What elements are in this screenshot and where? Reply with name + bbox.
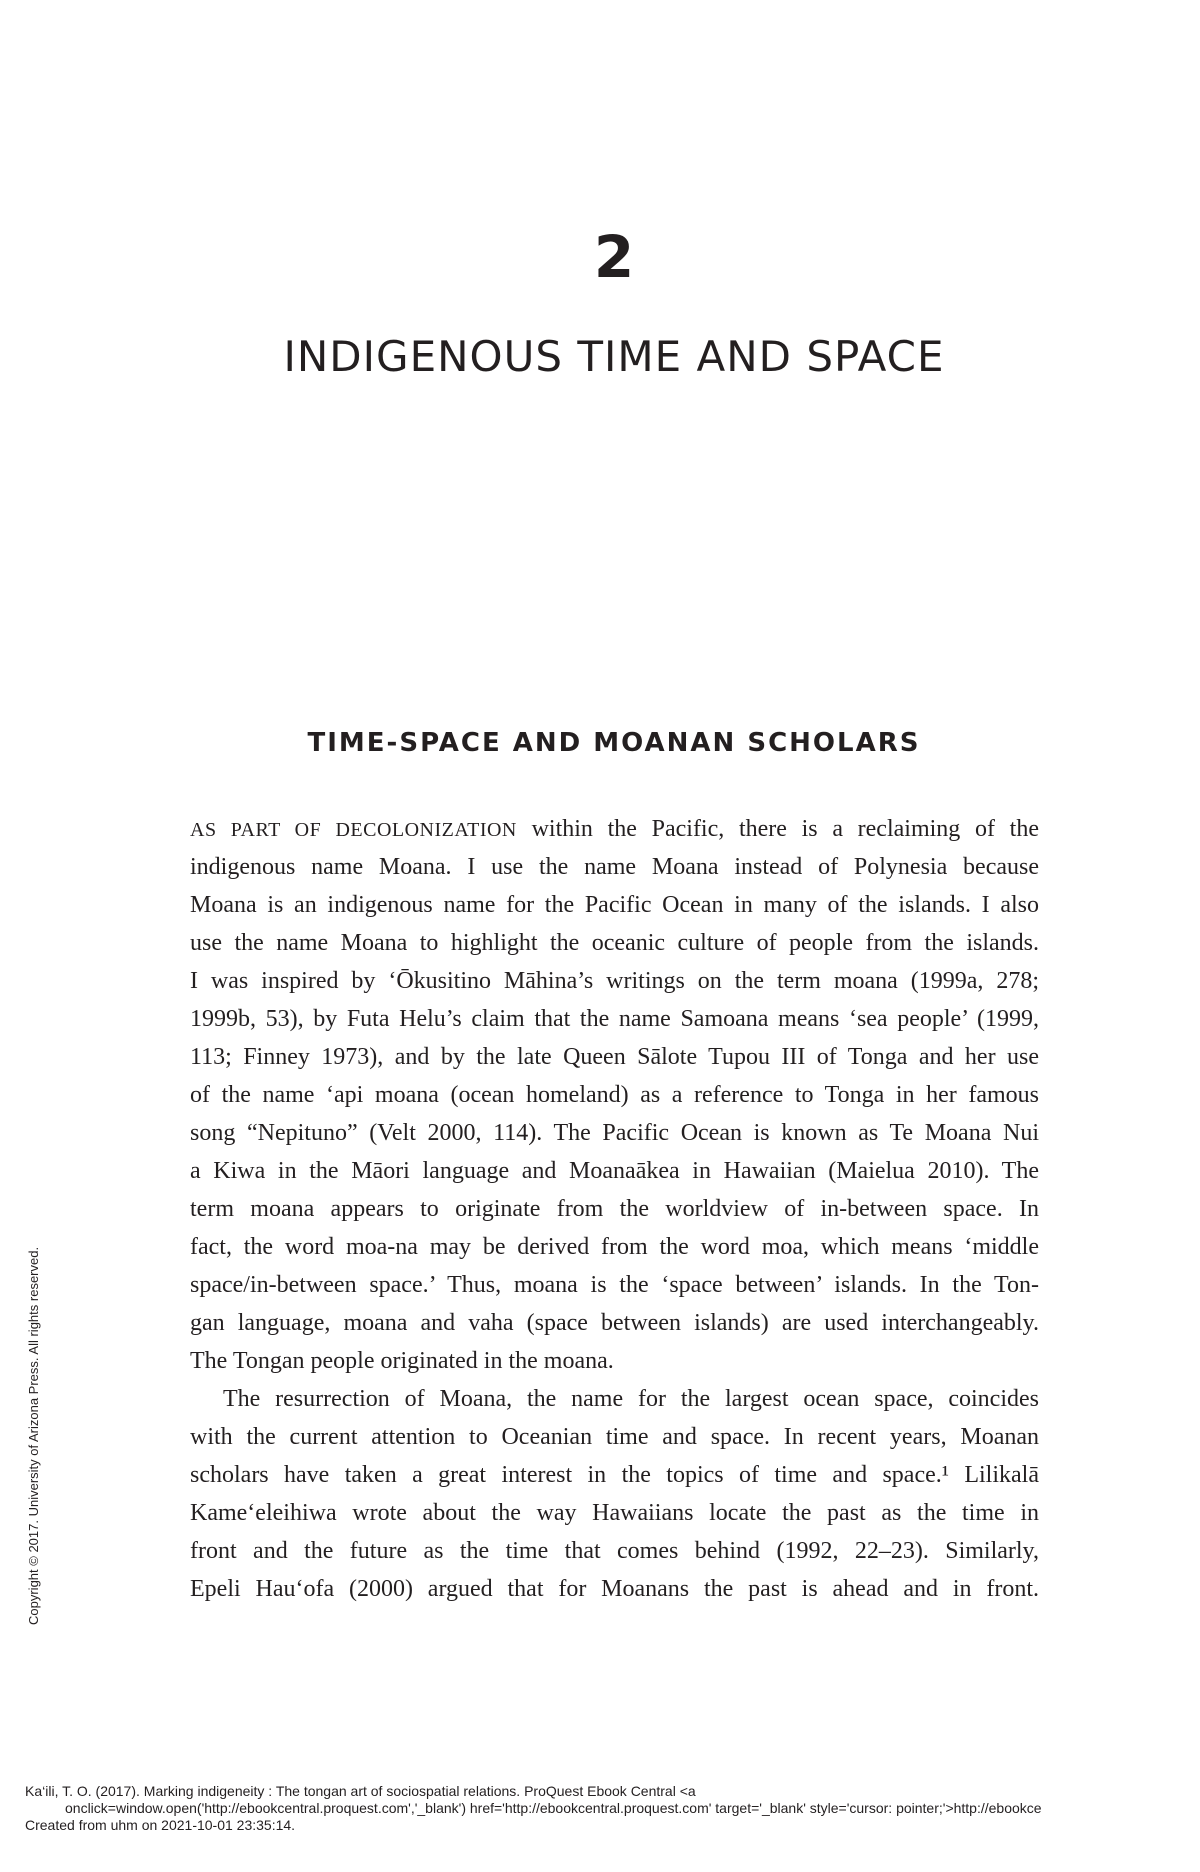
paragraph-line (190, 810, 1039, 848)
citation-footer (25, 1783, 1200, 1834)
paragraph-line: song “Nepituno” (Velt 2000, 114). The Pacific Ocean is known as Te Moana Nui (190, 1120, 1039, 1146)
chapter-number: 2 (593, 223, 635, 291)
paragraph-line: Moana is an indigenous name for the Pacific Ocean in many of the islands. I also (190, 892, 1039, 918)
paragraph-line: use the name Moana to highlight the oceanic culture of people from the islands. (190, 930, 1039, 956)
paragraph-line: of the name ʻapi moana (ocean homeland) as a reference to Tonga in her famous (190, 1082, 1039, 1108)
paragraph-line: front and the future as the time that comes behind (1992, 22–23). Similarly, (190, 1538, 1039, 1564)
paragraph-line: a Kiwa in the Māori language and Moanaākea in Hawaiian (Maielua 2010). The (190, 1158, 1039, 1184)
paragraph-line: Epeli Hauʻofa (2000) argued that for Moanans the past is ahead and in front. (190, 1576, 1039, 1602)
paragraph-line: indigenous name Moana. I use the name Moana instead of Polynesia because (190, 854, 1039, 880)
chapter-title: INDIGENOUS TIME AND SPACE (283, 332, 945, 381)
body-text (190, 810, 1039, 1608)
paragraph-line: with the current attention to Oceanian time and space. In recent years, Moanan (190, 1424, 1039, 1450)
paragraph-line: fact, the word moa-na may be derived from the word moa, which means ‘middle (190, 1234, 1039, 1260)
paragraph-line: scholars have taken a great interest in the topics of time and space.¹ Lilikalā (190, 1462, 1039, 1488)
paragraph-line: space/in-between space.’ Thus, moana is the ‘space between’ islands. In the Ton- (190, 1272, 1039, 1298)
paragraph-line: I was inspired by ʻŌkusitino Māhina’s writings on the term moana (1999a, 278; (190, 968, 1039, 994)
paragraph-line: term moana appears to originate from the worldview of in-between space. In (190, 1196, 1039, 1222)
created-timestamp: Created from uhm on 2021-10-01 23:35:14. (25, 1817, 296, 1833)
paragraph-line: Kameʻeleihiwa wrote about the way Hawaiians locate the past as the time in (190, 1500, 1039, 1526)
lead-caps: AS PART OF DECOLONIZATION (190, 819, 517, 841)
paragraph-line: 1999b, 53), by Futa Helu’s claim that the name Samoana means ‘sea people’ (1999, (190, 1006, 1039, 1032)
copyright-notice: Copyright © 2017. University of Arizona Press. All rights reserved. (26, 1246, 41, 1625)
citation-line: Ka‘ili, T. O. (2017). Marking indigeneity : The tongan art of sociospatial relations. ProQuest Ebook Central <a (25, 1783, 696, 1799)
paragraph-line: The Tongan people originated in the moana. (190, 1348, 614, 1374)
line-text: within the Pacific, there is a reclaiming of the (516, 816, 1039, 842)
paragraph-line: 113; Finney 1973), and by the late Queen Sālote Tupou III of Tonga and her use (190, 1044, 1039, 1070)
citation-link[interactable]: onclick=window.open('http://ebookcentral.proquest.com','_blank') href='http://ebookcentral.proquest.com' target='_blank' style='cursor: pointer;'>http://ebookce (65, 1800, 1042, 1816)
paragraph-line: gan language, moana and vaha (space between islands) are used interchangeably. (190, 1310, 1039, 1336)
paragraph-line: The resurrection of Moana, the name for the largest ocean space, coincides (223, 1386, 1039, 1412)
section-heading: TIME-SPACE AND MOANAN SCHOLARS (307, 728, 921, 758)
